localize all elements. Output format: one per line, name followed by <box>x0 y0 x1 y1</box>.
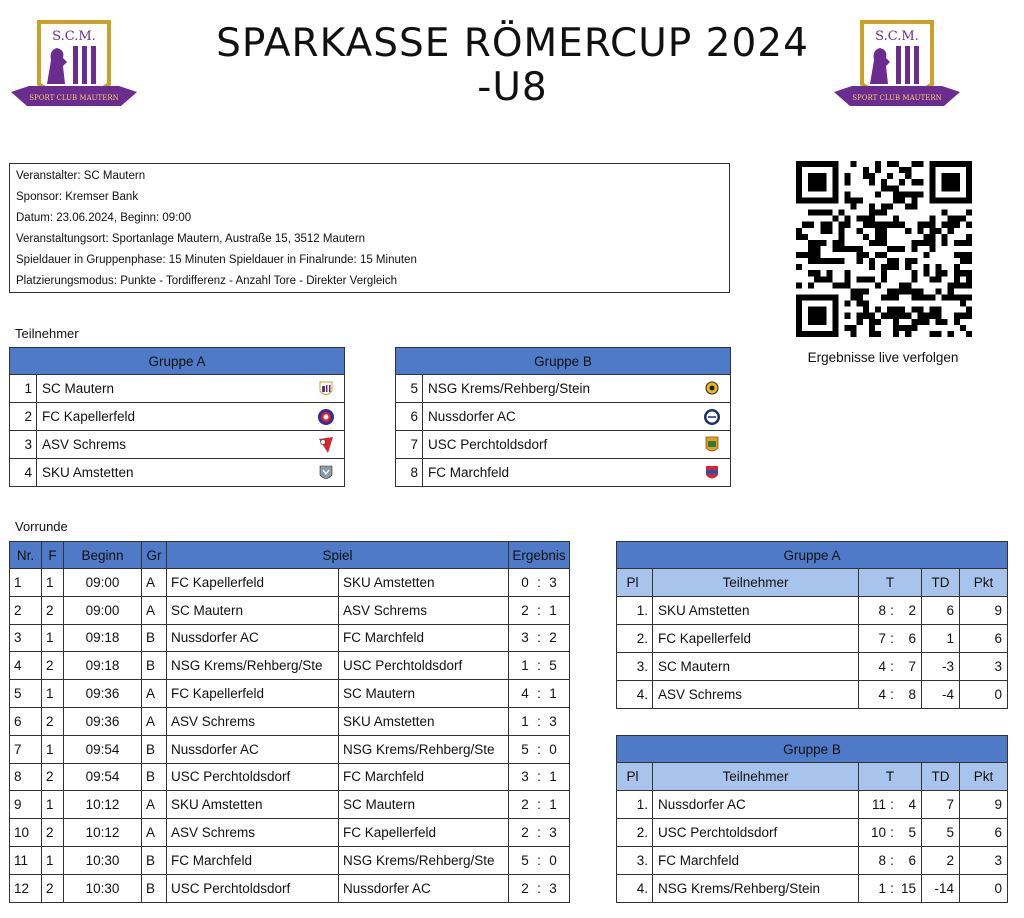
standing-place: 1. <box>617 597 653 625</box>
table-row: 6 Nussdorfer AC <box>396 403 731 431</box>
match-group: B <box>142 735 167 763</box>
match-guest-team: SC Mautern <box>339 680 509 708</box>
table-row <box>10 596 570 624</box>
match-time: 10:12 <box>64 791 142 819</box>
goals-against: 15 <box>900 881 916 896</box>
standing-points: 0 <box>960 681 1008 709</box>
table-row <box>617 791 1008 819</box>
match-guest-team: Nussdorfer AC <box>339 874 509 902</box>
col-ergebnis: Ergebnis <box>509 542 570 569</box>
match-time: 10:30 <box>64 846 142 874</box>
nsg-krems-crest-icon <box>703 380 721 398</box>
standing-points: 6 <box>960 625 1008 653</box>
match-home-team: USC Perchtoldsdorf <box>167 874 339 902</box>
match-group: B <box>142 874 167 902</box>
match-field: 2 <box>42 874 64 902</box>
col-td: TD <box>922 569 960 597</box>
match-guest-team: USC Perchtoldsdorf <box>339 652 509 680</box>
match-field: 2 <box>42 763 64 791</box>
standings-b-header: Gruppe B <box>617 736 1008 763</box>
qr-caption: Ergebnisse live verfolgen <box>807 350 959 365</box>
standing-place: 2. <box>617 625 653 653</box>
goals-for: 10 <box>870 825 886 840</box>
goals-against: 6 <box>908 631 916 646</box>
goals-separator: : <box>890 825 894 840</box>
goals-separator: : <box>890 659 894 674</box>
match-field: 2 <box>42 596 64 624</box>
standing-team: FC Kapellerfeld <box>653 625 859 653</box>
match-nr: 7 <box>10 735 42 763</box>
guest-goals: 3 <box>549 713 557 729</box>
match-field: 1 <box>42 680 64 708</box>
goals-against: 2 <box>908 603 916 618</box>
match-field: 1 <box>42 569 64 597</box>
match-home-team: Nussdorfer AC <box>167 735 339 763</box>
standing-points: 3 <box>960 847 1008 875</box>
score-separator: : <box>537 769 541 785</box>
match-guest-team: SC Mautern <box>339 791 509 819</box>
match-home-team: FC Kapellerfeld <box>167 569 339 597</box>
table-row <box>617 653 1008 681</box>
col-pkt: Pkt <box>960 569 1008 597</box>
match-group: A <box>142 596 167 624</box>
fc-kapellerfeld-crest-icon <box>317 408 335 426</box>
sc-mautern-crest-icon <box>317 380 335 398</box>
col-f: F <box>42 542 64 569</box>
col-pkt: Pkt <box>960 763 1008 791</box>
match-result <box>509 819 570 847</box>
group-a-participants-table <box>9 347 345 487</box>
match-result <box>509 596 570 624</box>
guest-goals: 0 <box>549 741 557 757</box>
standing-goals <box>859 791 922 819</box>
match-result <box>509 680 570 708</box>
goals-separator: : <box>890 631 894 646</box>
standings-a-header: Gruppe A <box>617 542 1008 569</box>
sku-amstetten-crest-icon <box>317 464 335 482</box>
standing-points: 9 <box>960 791 1008 819</box>
match-result <box>509 707 570 735</box>
guest-goals: 2 <box>549 630 557 646</box>
match-nr: 6 <box>10 707 42 735</box>
match-home-team: ASV Schrems <box>167 819 339 847</box>
score-separator: : <box>537 574 541 590</box>
table-row: 1 SC Mautern <box>10 375 345 403</box>
match-nr: 12 <box>10 874 42 902</box>
score-separator: : <box>537 852 541 868</box>
match-nr: 10 <box>10 819 42 847</box>
participants-label: Teilnehmer <box>15 326 79 341</box>
match-result <box>509 874 570 902</box>
col-pl: Pl <box>617 569 653 597</box>
info-sponsor: Sponsor: Kremser Bank <box>16 191 139 203</box>
match-nr: 3 <box>10 624 42 652</box>
match-result <box>509 846 570 874</box>
match-field: 1 <box>42 624 64 652</box>
col-t: T <box>859 569 922 597</box>
goals-for: 11 <box>871 797 886 812</box>
match-guest-team: FC Marchfeld <box>339 763 509 791</box>
col-t: T <box>859 763 922 791</box>
standing-place: 4. <box>617 681 653 709</box>
match-time: 10:12 <box>64 819 142 847</box>
score-separator: : <box>537 741 541 757</box>
match-group: B <box>142 846 167 874</box>
match-home-team: FC Marchfeld <box>167 846 339 874</box>
standing-goals <box>859 597 922 625</box>
goals-against: 8 <box>908 687 916 702</box>
standing-goals <box>859 681 922 709</box>
home-goals: 4 <box>521 686 529 702</box>
goals-for: 8 <box>878 853 886 868</box>
table-row: 3 ASV Schrems <box>10 431 345 459</box>
match-nr: 1 <box>10 569 42 597</box>
standing-points: 6 <box>960 819 1008 847</box>
standing-goal-diff: -3 <box>922 653 960 681</box>
home-goals: 2 <box>521 825 529 841</box>
standing-place: 1. <box>617 791 653 819</box>
standing-place: 3. <box>617 653 653 681</box>
match-home-team: USC Perchtoldsdorf <box>167 763 339 791</box>
goals-against: 6 <box>908 853 916 868</box>
event-info-box <box>9 163 730 293</box>
match-time: 09:18 <box>64 624 142 652</box>
table-row <box>617 597 1008 625</box>
home-goals: 1 <box>521 658 529 674</box>
standing-goals <box>859 875 922 903</box>
info-duration: Spieldauer in Gruppenphase: 15 Minuten Spieldauer in Finalrunde: 15 Minuten <box>16 254 417 266</box>
match-group: B <box>142 652 167 680</box>
match-home-team: ASV Schrems <box>167 707 339 735</box>
group-b-header: Gruppe B <box>396 348 731 375</box>
sc-mautern-logo-right <box>832 14 962 114</box>
goals-separator: : <box>890 603 894 618</box>
guest-goals: 5 <box>549 658 557 674</box>
table-row: 5 NSG Krems/Rehberg/Stein <box>396 375 731 403</box>
match-home-team: SC Mautern <box>167 596 339 624</box>
standing-goal-diff: 6 <box>922 597 960 625</box>
match-field: 2 <box>42 652 64 680</box>
table-row: 4 SKU Amstetten <box>10 459 345 487</box>
fc-marchfeld-crest-icon <box>703 464 721 482</box>
match-result <box>509 763 570 791</box>
match-result <box>509 569 570 597</box>
score-separator: : <box>537 880 541 896</box>
col-teilnehmer: Teilnehmer <box>653 569 859 597</box>
guest-goals: 1 <box>549 602 557 618</box>
match-time: 09:36 <box>64 707 142 735</box>
score-separator: : <box>537 686 541 702</box>
table-row <box>10 735 570 763</box>
goals-separator: : <box>890 797 894 812</box>
col-spiel: Spiel <box>167 542 509 569</box>
usc-perchtoldsdorf-crest-icon <box>703 436 721 454</box>
table-row <box>10 819 570 847</box>
guest-goals: 0 <box>549 852 557 868</box>
match-group: A <box>142 707 167 735</box>
info-organizer: Veranstalter: SC Mautern <box>16 170 146 182</box>
goals-against: 7 <box>908 659 916 674</box>
score-separator: : <box>537 630 541 646</box>
vorrunde-table <box>9 541 570 903</box>
group-b-participants-table <box>395 347 731 487</box>
table-row <box>617 875 1008 903</box>
match-time: 10:30 <box>64 874 142 902</box>
info-ranking-mode: Platzierungsmodus: Punkte - Tordifferenz - Anzahl Tore - Direkter Vergleich <box>16 275 397 287</box>
match-guest-team: SKU Amstetten <box>339 569 509 597</box>
match-group: B <box>142 624 167 652</box>
goals-for: 7 <box>878 631 886 646</box>
table-row <box>617 681 1008 709</box>
standing-team: USC Perchtoldsdorf <box>653 819 859 847</box>
group-a-header: Gruppe A <box>10 348 345 375</box>
goals-for: 4 <box>878 687 886 702</box>
col-td: TD <box>922 763 960 791</box>
standing-goals <box>859 653 922 681</box>
standing-goal-diff: -14 <box>922 875 960 903</box>
match-nr: 2 <box>10 596 42 624</box>
match-guest-team: FC Kapellerfeld <box>339 819 509 847</box>
match-group: A <box>142 569 167 597</box>
table-row <box>617 847 1008 875</box>
title-line-1: SPARKASSE RÖMERCUP 2024 <box>216 21 809 66</box>
standing-points: 3 <box>960 653 1008 681</box>
sc-mautern-logo-left <box>9 14 139 114</box>
table-row: 2 FC Kapellerfeld <box>10 403 345 431</box>
match-field: 2 <box>42 819 64 847</box>
standing-goal-diff: 2 <box>922 847 960 875</box>
standing-goals <box>859 625 922 653</box>
standing-team: FC Marchfeld <box>653 847 859 875</box>
table-row <box>10 652 570 680</box>
table-row <box>10 624 570 652</box>
table-row <box>617 819 1008 847</box>
goals-for: 4 <box>878 659 886 674</box>
match-time: 09:54 <box>64 735 142 763</box>
match-nr: 9 <box>10 791 42 819</box>
standing-goal-diff: -4 <box>922 681 960 709</box>
home-goals: 1 <box>521 713 529 729</box>
match-time: 09:36 <box>64 680 142 708</box>
qr-code-icon[interactable] <box>796 161 972 337</box>
standing-goal-diff: 7 <box>922 791 960 819</box>
match-result <box>509 652 570 680</box>
score-separator: : <box>537 713 541 729</box>
match-nr: 5 <box>10 680 42 708</box>
table-row <box>10 569 570 597</box>
home-goals: 5 <box>521 852 529 868</box>
vorrunde-label: Vorrunde <box>15 519 68 534</box>
standing-goal-diff: 5 <box>922 819 960 847</box>
match-guest-team: FC Marchfeld <box>339 624 509 652</box>
svg-text:S.C.M.: S.C.M. <box>52 29 96 44</box>
match-time: 09:00 <box>64 569 142 597</box>
match-guest-team: SKU Amstetten <box>339 707 509 735</box>
match-group: A <box>142 791 167 819</box>
match-result <box>509 791 570 819</box>
asv-schrems-crest-icon <box>317 436 335 454</box>
col-nr: Nr. <box>10 542 42 569</box>
standing-place: 4. <box>617 875 653 903</box>
match-field: 1 <box>42 846 64 874</box>
group-b-standings-table <box>616 735 1008 903</box>
match-group: A <box>142 680 167 708</box>
home-goals: 2 <box>521 880 529 896</box>
home-goals: 2 <box>521 797 529 813</box>
guest-goals: 1 <box>549 686 557 702</box>
match-nr: 11 <box>10 846 42 874</box>
col-beginn: Beginn <box>64 542 142 569</box>
table-row <box>10 846 570 874</box>
match-guest-team: ASV Schrems <box>339 596 509 624</box>
table-row <box>617 625 1008 653</box>
title-line-2: -U8 <box>477 65 548 110</box>
match-home-team: SKU Amstetten <box>167 791 339 819</box>
home-goals: 5 <box>521 741 529 757</box>
match-time: 09:18 <box>64 652 142 680</box>
svg-text:S.C.M.: S.C.M. <box>875 29 919 44</box>
guest-goals: 1 <box>549 797 557 813</box>
standing-points: 9 <box>960 597 1008 625</box>
guest-goals: 3 <box>549 880 557 896</box>
match-home-team: Nussdorfer AC <box>167 624 339 652</box>
table-row <box>10 791 570 819</box>
goals-separator: : <box>890 853 894 868</box>
table-row: 8 FC Marchfeld <box>396 459 731 487</box>
score-separator: : <box>537 658 541 674</box>
goals-against: 4 <box>908 797 916 812</box>
table-row <box>10 874 570 902</box>
goals-for: 8 <box>878 603 886 618</box>
info-date: Datum: 23.06.2024, Beginn: 09:00 <box>16 212 192 224</box>
guest-goals: 3 <box>549 825 557 841</box>
goals-for: 1 <box>878 881 886 896</box>
col-teilnehmer: Teilnehmer <box>653 763 859 791</box>
match-nr: 4 <box>10 652 42 680</box>
match-field: 1 <box>42 735 64 763</box>
standing-place: 3. <box>617 847 653 875</box>
standing-team: SC Mautern <box>653 653 859 681</box>
match-guest-team: NSG Krems/Rehberg/Ste <box>339 735 509 763</box>
score-separator: : <box>537 797 541 813</box>
match-field: 1 <box>42 791 64 819</box>
match-home-team: NSG Krems/Rehberg/Ste <box>167 652 339 680</box>
table-row <box>10 763 570 791</box>
match-guest-team: NSG Krems/Rehberg/Ste <box>339 846 509 874</box>
svg-text:SPORT CLUB MAUTERN: SPORT CLUB MAUTERN <box>29 94 119 102</box>
guest-goals: 1 <box>549 769 557 785</box>
goals-separator: : <box>890 881 894 896</box>
nussdorfer-ac-crest-icon <box>703 408 721 426</box>
svg-text:SPORT CLUB MAUTERN: SPORT CLUB MAUTERN <box>852 94 942 102</box>
table-row: 7 USC Perchtoldsdorf <box>396 431 731 459</box>
standing-goals <box>859 847 922 875</box>
match-nr: 8 <box>10 763 42 791</box>
standing-team: Nussdorfer AC <box>653 791 859 819</box>
match-group: B <box>142 763 167 791</box>
match-group: A <box>142 819 167 847</box>
standing-place: 2. <box>617 819 653 847</box>
score-separator: : <box>537 825 541 841</box>
standing-team: NSG Krems/Rehberg/Stein <box>653 875 859 903</box>
match-result <box>509 735 570 763</box>
match-time: 09:54 <box>64 763 142 791</box>
home-goals: 2 <box>521 602 529 618</box>
standing-team: ASV Schrems <box>653 681 859 709</box>
home-goals: 0 <box>521 574 529 590</box>
home-goals: 3 <box>521 630 529 646</box>
col-pl: Pl <box>617 763 653 791</box>
standing-goal-diff: 1 <box>922 625 960 653</box>
match-home-team: FC Kapellerfeld <box>167 680 339 708</box>
table-row <box>10 707 570 735</box>
match-field: 2 <box>42 707 64 735</box>
table-row <box>10 680 570 708</box>
goals-separator: : <box>890 687 894 702</box>
match-result <box>509 624 570 652</box>
col-gr: Gr <box>142 542 167 569</box>
standing-team: SKU Amstetten <box>653 597 859 625</box>
group-a-standings-table <box>616 541 1008 709</box>
home-goals: 3 <box>521 769 529 785</box>
standing-goals <box>859 819 922 847</box>
goals-against: 5 <box>908 825 916 840</box>
match-time: 09:00 <box>64 596 142 624</box>
info-venue: Veranstaltungsort: Sportanlage Mautern, Austraße 15, 3512 Mautern <box>16 233 366 245</box>
score-separator: : <box>537 602 541 618</box>
page-title <box>150 22 875 110</box>
standing-points: 0 <box>960 875 1008 903</box>
guest-goals: 3 <box>549 574 557 590</box>
